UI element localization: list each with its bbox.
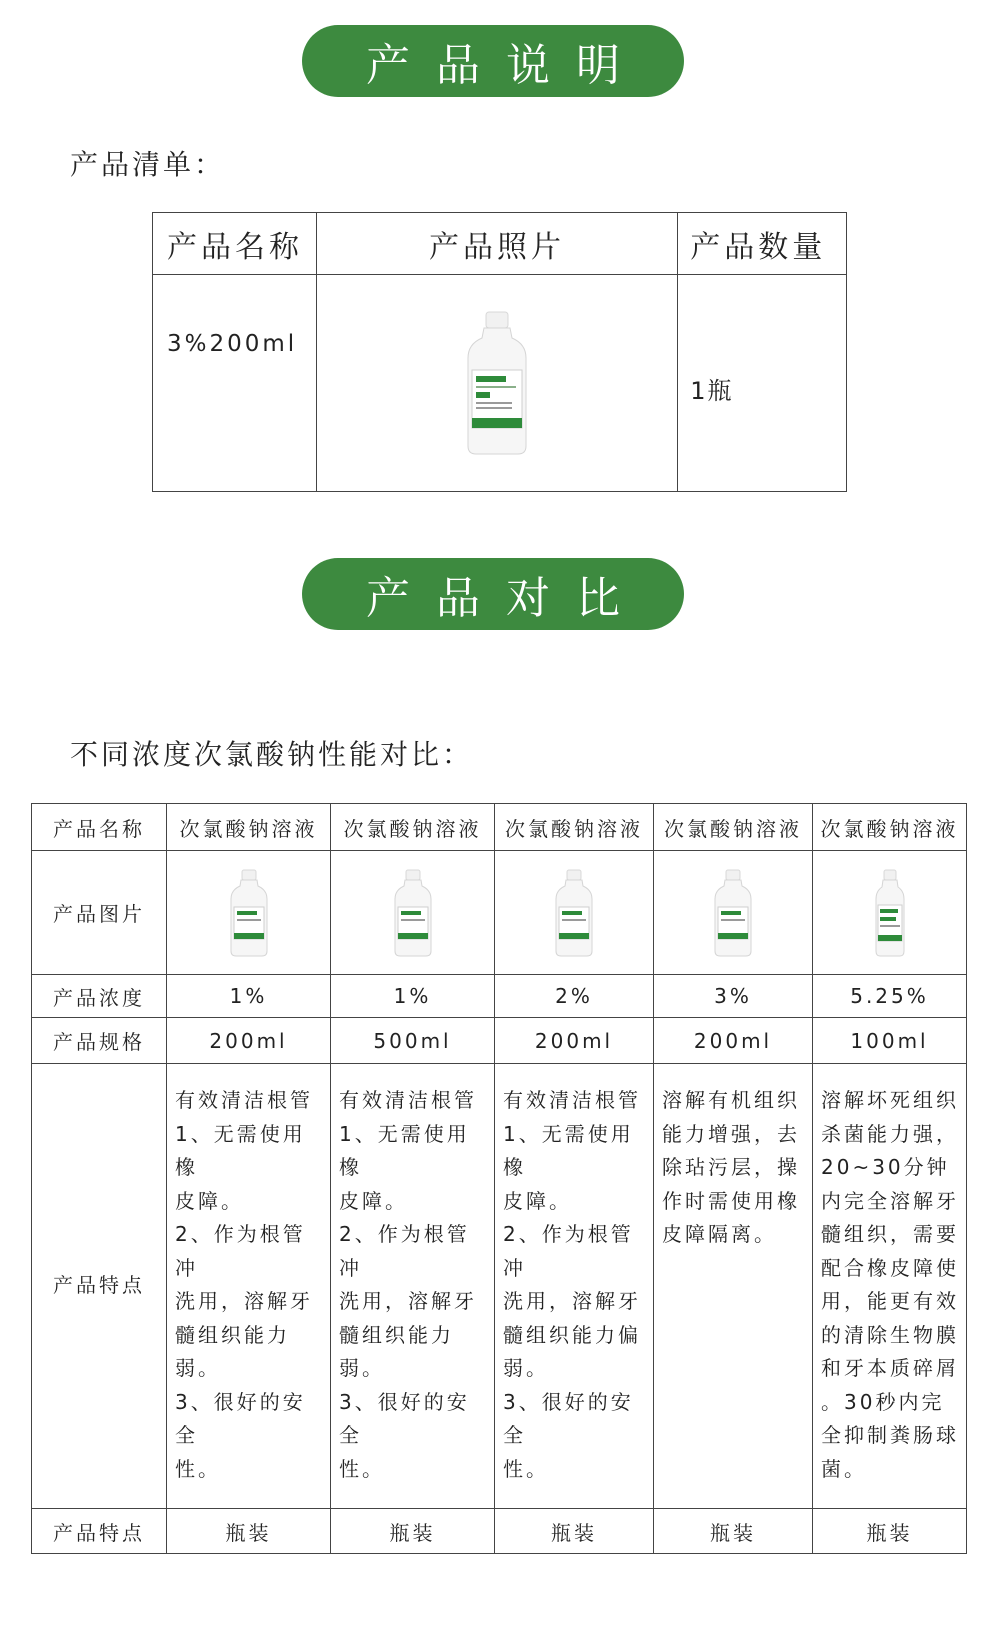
concentration-cell: 3% [654, 975, 813, 1018]
features-cell [167, 1064, 331, 1509]
concentration-cell: 5.25% [813, 975, 967, 1018]
bottle-image [713, 869, 753, 957]
features-text: 溶解有机组织 能力增强，去 除玷污层，操 作时需使用橡 皮障隔离。 [662, 1088, 800, 1246]
product-image-cell [654, 851, 813, 975]
product-photo-cell [316, 275, 678, 492]
bottle-image [464, 310, 530, 456]
spec-cell: 200ml [654, 1018, 813, 1064]
row-product-name [32, 804, 967, 851]
product-list-heading: 产品清单： [70, 148, 226, 181]
bottle-image [229, 869, 269, 957]
features-cell [331, 1064, 495, 1509]
bottle-image [554, 869, 594, 957]
banner-product-description [302, 25, 684, 97]
features-cell [813, 1064, 967, 1509]
product-name-cell: 次氯酸钠溶液 [331, 804, 495, 851]
product-image-cell [495, 851, 654, 975]
product-list-table [152, 212, 847, 492]
product-image-cell [331, 851, 495, 975]
header-product-quantity: 产品数量 [678, 213, 847, 275]
row-label: 产品特点 [32, 1064, 167, 1509]
comparison-heading: 不同浓度次氯酸钠性能对比： [70, 738, 474, 771]
bottle-image [874, 869, 906, 957]
product-name-cell: 次氯酸钠溶液 [654, 804, 813, 851]
spec-cell: 200ml [167, 1018, 331, 1064]
table-header-row [153, 213, 847, 275]
banner-product-comparison [302, 558, 684, 630]
features-text: 有效清洁根管 1、无需使用橡 皮障。 2、作为根管冲 洗用，溶解牙 髓组织能力弱。 3、很好的安全 性。 [175, 1088, 313, 1481]
concentration-cell: 1% [331, 975, 495, 1018]
features-text: 有效清洁根管 1、无需使用橡 皮障。 2、作为根管冲 洗用，溶解牙 髓组织能力弱。 3、很好的安全 性。 [339, 1088, 477, 1481]
product-name-cell: 次氯酸钠溶液 [167, 804, 331, 851]
spec-cell: 200ml [495, 1018, 654, 1064]
features-text: 溶解坏死组织 杀菌能力强， 20~30分钟 内完全溶解牙 髓组织，需要 配合橡皮障使 用，能更有效 的清除生物膜 和牙本质碎屑 。30秒内完 全抑制粪肠球 菌。 [821, 1088, 959, 1481]
spec-cell: 100ml [813, 1018, 967, 1064]
row-spec [32, 1018, 967, 1064]
packaging-cell: 瓶装 [331, 1509, 495, 1554]
table-row [153, 275, 847, 492]
row-label: 产品特点 [32, 1509, 167, 1554]
header-product-name: 产品名称 [153, 213, 317, 275]
packaging-cell: 瓶装 [654, 1509, 813, 1554]
packaging-cell: 瓶装 [813, 1509, 967, 1554]
product-name-cell: 次氯酸钠溶液 [813, 804, 967, 851]
banner-text: 产品说明 [366, 40, 646, 91]
concentration-cell: 1% [167, 975, 331, 1018]
row-label: 产品浓度 [32, 975, 167, 1018]
row-label: 产品图片 [32, 851, 167, 975]
product-quantity-cell: 1瓶 [678, 275, 847, 492]
features-text: 有效清洁根管 1、无需使用橡 皮障。 2、作为根管冲 洗用，溶解牙 髓组织能力偏 弱。 3、很好的安全 性。 [503, 1088, 641, 1481]
bottle-image [393, 869, 433, 957]
comparison-table [31, 803, 967, 1554]
spec-cell: 500ml [331, 1018, 495, 1064]
packaging-cell: 瓶装 [495, 1509, 654, 1554]
row-label: 产品规格 [32, 1018, 167, 1064]
row-product-image [32, 851, 967, 975]
row-label: 产品名称 [32, 804, 167, 851]
row-packaging [32, 1509, 967, 1554]
product-name-cell: 3%200ml [153, 275, 317, 492]
features-cell [654, 1064, 813, 1509]
product-image-cell [167, 851, 331, 975]
product-image-cell [813, 851, 967, 975]
product-name-cell: 次氯酸钠溶液 [495, 804, 654, 851]
banner-text: 产品对比 [366, 573, 646, 624]
concentration-cell: 2% [495, 975, 654, 1018]
header-product-photo: 产品照片 [316, 213, 678, 275]
features-cell [495, 1064, 654, 1509]
row-features [32, 1064, 967, 1509]
packaging-cell: 瓶装 [167, 1509, 331, 1554]
row-concentration [32, 975, 967, 1018]
